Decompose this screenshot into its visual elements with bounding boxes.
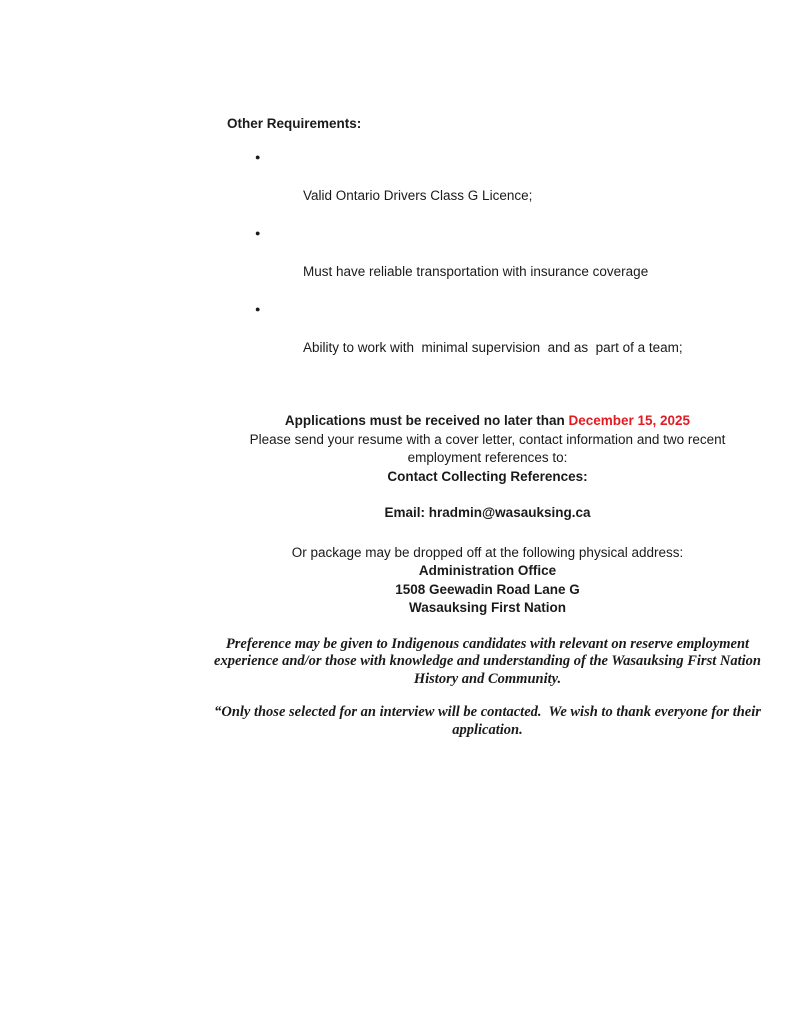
contact-collecting-references-heading: Contact Collecting References: (387, 468, 588, 484)
deadline-line (227, 412, 748, 431)
email-line: Email: hradmin@wasauksing.ca (384, 505, 591, 520)
section-heading-other-requirements: Other Requirements: (227, 116, 362, 131)
preference-note: Preference may be given to Indigenous candidates with relevant on reserve employment experience and/or those with knowledge and understanding of the Wasauksing First Nation History and Community. (214, 635, 765, 687)
bullet-item-transportation (227, 224, 748, 300)
bullet-icon: ● (255, 152, 261, 162)
bullet-icon: ● (255, 228, 261, 238)
dropoff-line-address: 1508 Geewadin Road Lane G (395, 581, 580, 597)
application-instructions-block (214, 412, 765, 739)
send-instructions: Please send your resume with a cover letter, contact information and two recent employment references to: (249, 431, 730, 465)
deadline-date: December 15, 2025 (568, 413, 691, 428)
selection-note: “Only those selected for an interview will be contacted. We wish to thank everyone for their application. (214, 704, 765, 738)
dropoff-line-nation: Wasauksing First Nation (408, 600, 567, 615)
bullet-icon: ● (255, 304, 261, 314)
bullet-item-licence (227, 148, 748, 224)
bullet-item-text: Must have reliable transportation with insurance coverage (303, 264, 649, 279)
dropoff-line-office: Administration Office (418, 563, 557, 578)
dropoff-intro: Or package may be dropped off at the following physical address: (291, 544, 684, 560)
bullet-item-text: Valid Ontario Drivers Class G Licence; (303, 188, 533, 203)
bullet-item-supervision (227, 300, 748, 376)
requirements-bullet-list (227, 148, 748, 376)
deadline-prefix: Applications must be received no later than (284, 413, 569, 428)
bullet-item-text: Ability to work with minimal supervision and as part of a team; (303, 340, 683, 355)
document-content (214, 114, 765, 739)
